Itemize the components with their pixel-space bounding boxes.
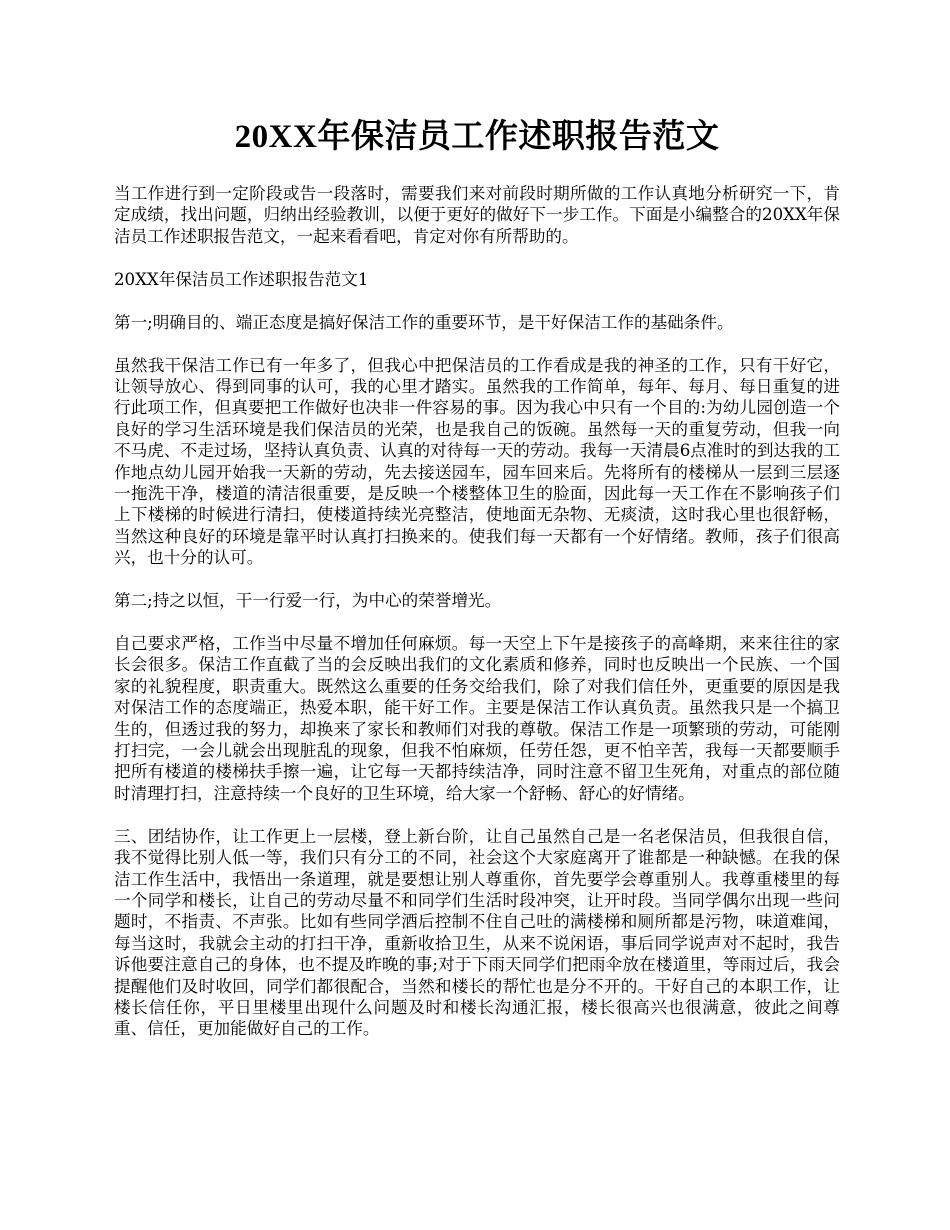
- document-title: 20XX年保洁员工作述职报告范文: [234, 119, 720, 155]
- point-one-heading: 第一;明确目的、端正态度是搞好保洁工作的重要环节，是干好保洁工作的基础条件。: [114, 312, 734, 332]
- document-page: [114, 112, 840, 1040]
- point-two-heading: 第二;持之以恒，干一行爱一行，为中心的荣誉增光。: [114, 591, 502, 611]
- point-three-body: 三、团结协作，让工作更上一层楼，登上新台阶，让自己虽然自己是一名老保洁员，但我很自信，我不觉得比别人低一等，我们只有分工的不同，社会这个大家庭离开了谁都是一种缺憾。在我的保洁工作生活中，我悟出一条道理，就是要想让别人尊重你，首先要学会尊重别人。我尊重楼里的每一个同学和楼长，让自己的劳动尽量不和同学们生活时段冲突，让开时段。当同学偶尔出现一些问题时，不指责、不声张。比如有些同学酒后控制不住自己吐的满楼梯和厕所都是污物，味道难闻，每当这时，我就会主动的打扫干净，重新收拾卫生，从来不说闲语，事后同学说声对不起时，我告诉他要注意自己的身体，也不提及昨晚的事;对于下雨天同学们把雨伞放在楼道里，等雨过后，我会提醒他们及时收回，同学们都很配合，当然和楼长的帮忙也是分不开的。干好自己的本职工作，让楼长信任你，平日里楼里出现什么问题及时和楼长沟通汇报，楼长很高兴也很满意，彼此之间尊重、信任，更加能做好自己的工作。: [114, 826, 840, 1039]
- point-two-body: 自己要求严格，工作当中尽量不增加任何麻烦。每一天空上下午是接孩子的高峰期，来来往往的家长会很多。保洁工作直截了当的会反映出我们的文化素质和修养，同时也反映出一个民族、一个国家的礼貌程度，职责重大。既然这么重要的任务交给我们，除了对我们信任外，更重要的原因是我对保洁工作的态度端正，热爱本职，能干好工作。主要是保洁工作认真负责。虽然我只是一个搞卫生的，但透过我的努力，却换来了家长和教师们对我的尊敬。保洁工作是一项繁琐的劳动，可能刚打扫完，一会儿就会出现脏乱的现象，但我不怕麻烦，任劳任怨，更不怕辛苦，我每一天都要顺手把所有楼道的楼梯扶手擦一遍，让它每一天都持续洁净，同时注意不留卫生死角，对重点的部位随时清理打扫，注意持续一个良好的卫生环境，给大家一个舒畅、舒心的好情绪。: [114, 634, 840, 803]
- intro-paragraph: 当工作进行到一定阶段或告一段落时，需要我们来对前段时期所做的工作认真地分析研究一下，肯定成绩，找出问题，归纳出经验教训，以便于更好的做好下一步工作。下面是小编整合的20XX年保洁员工作述职报告范文，一起来看看吧，肯定对你有所帮助的。: [114, 184, 840, 246]
- section-heading-1: 20XX年保洁员工作述职报告范文1: [114, 269, 369, 289]
- point-one-body: 虽然我干保洁工作已有一年多了，但我心中把保洁员的工作看成是我的神圣的工作，只有干好它，让领导放心、得到同事的认可，我的心里才踏实。虽然我的工作简单，每年、每月、每日重复的进行此项工作，但真要把工作做好也决非一件容易的事。因为我心中只有一个目的:为幼儿园创造一个良好的学习生活环境是我们保洁员的光荣，也是我自己的饭碗。虽然每一天的重复劳动，但我一向不马虎、不走过场，坚持认真负责、认真的对待每一天的劳动。我每一天清晨6点准时的到达我的工作地点幼儿园开始我一天新的劳动，先去接送园车，园车回来后。先将所有的楼梯从一层到三层逐一拖洗干净，楼道的清洁很重要，是反映一个楼整体卫生的脸面，因此每一天工作在不影响孩子们上下楼梯的时候进行清扫，使楼道持续光亮整洁，使地面无杂物、无痰渍，这时我心里也很舒畅，当然这种良好的环境是靠平时认真打扫换来的。使我们每一天都有一个好情绪。教师，孩子们很高兴，也十分的认可。: [114, 355, 840, 568]
